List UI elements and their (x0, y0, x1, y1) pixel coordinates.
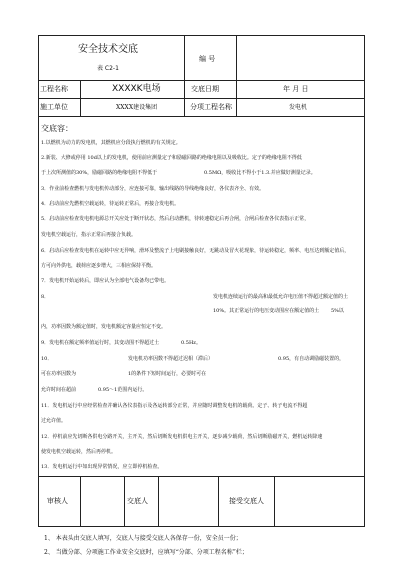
date-value: 年 月 日 (283, 85, 309, 93)
content-line: 0.95，有自动调励磁装置的， (278, 356, 345, 362)
content-heading: 交底容： (41, 124, 73, 133)
content-line: 发电机连续运行的最高和最低允许电压值不得超过额定值的土 (213, 294, 349, 300)
content-line: 1的条件下短时间运行，必要时可在 (128, 371, 207, 377)
row-divider (38, 476, 365, 477)
content-line: 5%以 (331, 308, 344, 314)
table-border-left (38, 35, 39, 527)
col-divider (218, 476, 219, 527)
content-line: 发电机空载运行，指示正常后再接合负载。 (41, 232, 137, 238)
row-divider (38, 116, 365, 117)
table-border-top (38, 35, 365, 36)
reviewer-label: 审核人 (47, 497, 68, 505)
table-border-bottom (38, 526, 365, 527)
row-divider (38, 80, 365, 81)
content-line: 6．启动后应检查发电机在运转中应无异响，滑环及整流子上电刷接触良好，无跳动及冒火花现象，待运转稳定，频率、电压达到额定值后， (41, 248, 350, 254)
footnote: 2、 当做分部、分项施工作业安全交底时，应填写“分部、分项工程名称”栏； (44, 549, 248, 556)
content-line: 过允许值。 (41, 418, 67, 424)
row-divider (38, 98, 365, 99)
content-line: 8． (41, 294, 50, 300)
receiver-label: 接受交底人 (229, 497, 264, 505)
sub-project-label: 分项工程名称 (190, 103, 232, 111)
content-line: 内，功率因数为额定值时，发电机额定容量应恒定不变。 (41, 324, 167, 330)
project-name-label: 工程名称 (40, 85, 68, 93)
content-line: 0.95～1范围内运行。 (98, 387, 148, 393)
content-line: 1.以燃机为动力的发电机，其燃机应分段执行燃机的有关规定。 (41, 140, 181, 146)
content-line: 可在功率因数为 (41, 371, 77, 377)
col-divider (236, 35, 237, 116)
col-divider (124, 476, 125, 527)
content-line: 于上次所测值的30%，励磁回路的绝缘电阻不得低于 (41, 170, 158, 176)
discloser-label: 交底人 (127, 497, 148, 505)
content-line: 12．停机前应先切断各供电分路开关，主开关，然后切断发电机供电主开关，逐步减少载荷，然后切断励磁开关，燃机运转降速 (41, 434, 323, 440)
col-divider (184, 35, 185, 116)
project-name-value: XXXXK电场 (112, 84, 161, 94)
construction-unit-label: 施工单位 (40, 103, 68, 111)
number-label: 编 号 (199, 55, 216, 63)
content-line: 9．发电机在额定频率值运行时，其变动围不得超过土 (41, 340, 160, 346)
content-line: 10． (41, 356, 53, 362)
content-line: 允许时间在超前 (41, 387, 77, 393)
form-number: 表 C2-1 (97, 65, 119, 72)
col-divider (80, 80, 81, 116)
content-line: 发电机功率因数不得超过迟相（滞后） (128, 356, 214, 362)
content-line: 4．启动前应先燃机空载运转，待运转正常后，再接合发电机。 (41, 201, 180, 207)
content-line: 2.新装、大修或停用 10d以上的发电机，使用前应测量定子和励磁回路的绝缘电阻以及吸收比。定子的绝缘电阻不得低 (41, 155, 302, 161)
date-label: 交底日期 (191, 85, 219, 93)
content-line: 使发电机空载运转，然后再停机。 (41, 449, 117, 455)
content-line: 3．作业前检查燃机与发电机传动部分，应连接可靠，输出线路的导线绝缘良好，各仪表齐全、有效。 (41, 186, 265, 192)
document-title: 安全技术交底 (78, 44, 138, 55)
col-divider (158, 476, 159, 527)
content-line: 13．发电机运行中如出现异常情况，应立即停机检查。 (41, 464, 163, 470)
content-line: 5．启动前应检查发电机电源总开关应处于断开状态，然后启动燃机，待转速稳定后再合闸，合闸后检查各仪表指示正常， (41, 216, 310, 222)
col-divider (80, 476, 81, 527)
sub-project-value: 发电机 (289, 104, 308, 111)
content-line: 方可向外供电，载荷应逐步增大，三相应保持平衡。 (41, 263, 157, 269)
table-border-right (364, 35, 365, 527)
footnote: 1、 本表头由交底人填写，交底人与接受交底人各保存一份，安全员一份； (44, 535, 242, 542)
content-line: 7．发电机开始运转后，即应认为全部电气设备均已带电。 (41, 278, 170, 284)
content-line: 10%。其正常运行的电压变动围应在额定值的土 (213, 308, 320, 314)
construction-unit-value: XXXX建设集团 (116, 104, 158, 111)
content-line: 0.5MΩ，吸收比不得小于1.3.并应做好测量记录。 (204, 170, 316, 176)
content-line: 0.5Hz。 (181, 340, 201, 346)
col-divider (274, 476, 275, 527)
content-line: 11．发电机运行中应经常检查并确认各仪表指示及各运转部分正常，并应随时调整发电机的载荷。定子、转子电流不得超 (41, 403, 308, 409)
